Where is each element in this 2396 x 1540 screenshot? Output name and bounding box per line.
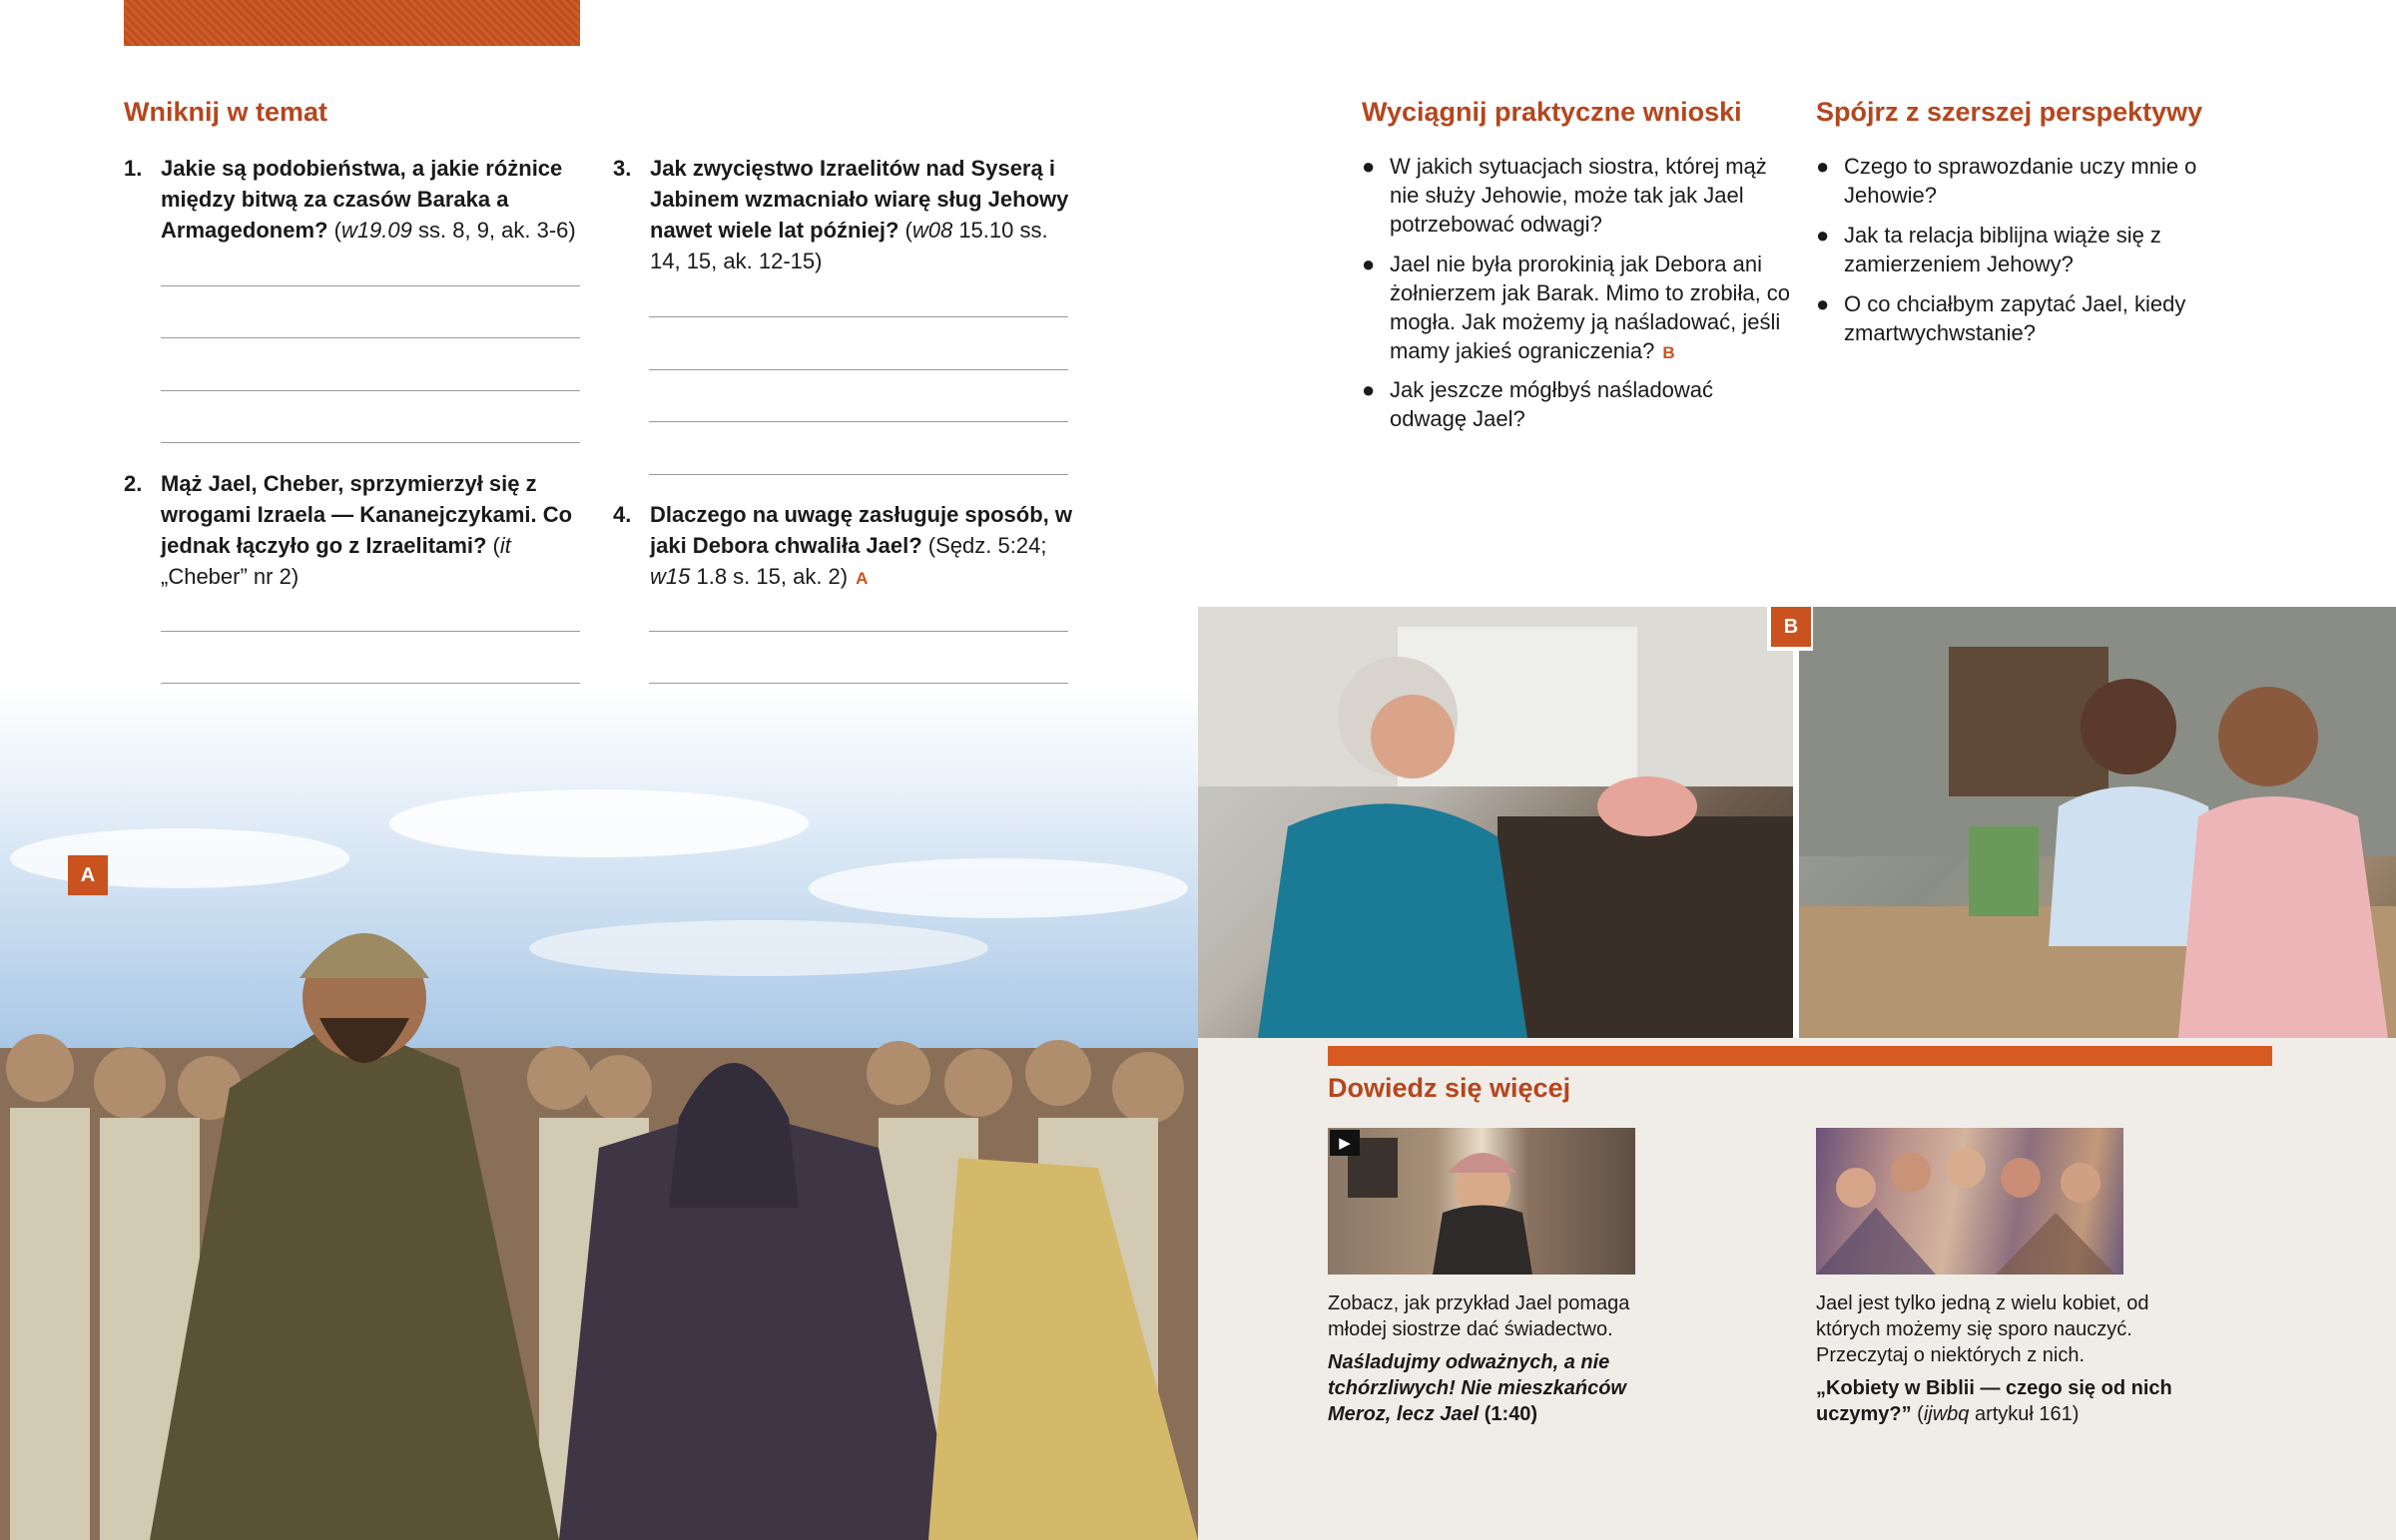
bullet-icon: ● — [1362, 154, 1376, 179]
answer-line — [649, 316, 1068, 317]
bullet-icon: ● — [1816, 291, 1830, 316]
question-3: 3. Jak zwycięstwo Izraelitów nad Syserą i Jabinem wzmacniało wiarę sług Jehowy nawet wiele lat później? (w08 15.10 ss. 14, 15, ak. 12-15) — [613, 156, 1069, 273]
bullet-icon: ● — [1816, 154, 1830, 179]
answer-line — [161, 442, 580, 443]
photo-scene-icon — [1198, 607, 1793, 1038]
question-text: Mąż Jael, Cheber, sprzymierzył się z wrogami Izraela — Kananejczykami. Co jednak łączyło go z Izraelitami? — [161, 471, 573, 558]
answer-line — [649, 369, 1068, 370]
image-badge-a: A — [68, 855, 108, 895]
list-item: ● W jakich sytuacjach siostra, której mąż nie służy Jehowie, może tak jak Jael potrzebować odwagi? — [1362, 154, 1767, 237]
answer-line — [161, 683, 580, 684]
photo-elderly-sister-writing — [1198, 607, 1793, 1038]
section-heading-learn-more: Dowiedz się więcej — [1328, 1073, 1571, 1103]
video-thumbnail[interactable] — [1328, 1128, 1635, 1275]
question-text: Jak zwycięstwo Izraelitów nad Syserą i Jabinem wzmacniało wiarę sług Jehowy nawet wiele lat później? — [650, 156, 1069, 243]
section-heading-study: Wniknij w temat — [124, 97, 328, 127]
question-text: Jakie są podobieństwa, a jakie różnice między bitwą za czasów Baraka a Armagedonem? — [161, 156, 563, 243]
question-1: 1. Jakie są podobieństwa, a jakie różnice między bitwą za czasów Baraka a Armagedonem? (w19.09 ss. 8, 9, ak. 3-6) — [124, 153, 583, 246]
image-tag-b: B — [1662, 343, 1675, 362]
reference-link[interactable]: w08 — [911, 218, 953, 243]
answer-line — [649, 683, 1068, 684]
illustration-celebration — [0, 689, 1198, 1540]
video-title-link[interactable]: Naśladujmy odważnych, a nie tchórzliwych! Nie mieszkańców Meroz, lecz Jael (1:40) — [1328, 1351, 1626, 1425]
image-tag-a: A — [856, 569, 869, 588]
section-heading-practical: Wyciągnij praktyczne wnioski — [1362, 97, 1742, 127]
play-icon[interactable]: ▶ — [1330, 1130, 1360, 1156]
question-text: Dlaczego na uwagę zasługuje sposób, w jaki Debora chwaliła Jael? — [650, 502, 1072, 558]
photo-scene-icon — [1799, 607, 2396, 1038]
bullet-icon: ● — [1362, 252, 1376, 276]
photo-couple-with-tract — [1799, 607, 2396, 1038]
answer-line — [161, 390, 580, 391]
learn-more-panel — [1198, 1038, 2396, 1540]
answer-line — [649, 474, 1068, 475]
list-item: ● Jak jeszcze mógłbyś naśladować odwagę Jael? — [1362, 377, 1714, 431]
reference-link[interactable]: it — [499, 533, 511, 558]
section-heading-perspective: Spójrz z szerszej perspektywy — [1816, 97, 2203, 127]
question-2: 2. Mąż Jael, Cheber, sprzymierzył się z wrogami Izraela — Kananejczykami. Co jednak łączyło go z Izraelitami? (it „Cheber” nr 2) — [124, 471, 573, 589]
reference-link[interactable]: w19.09 — [340, 218, 412, 243]
article-title-link[interactable]: „Kobiety w Biblii — czego się od nich uczymy?” (ijwbq artykuł 161) — [1816, 1377, 2172, 1425]
list-item: ● O co chciałbym zapytać Jael, kiedy zmartwychwstanie? — [1816, 291, 2186, 345]
question-4: 4. Dlaczego na uwagę zasługuje sposób, w jaki Debora chwaliła Jael? (Sędz. 5:24; w15 1.8 s. 15, ak. 2) A — [613, 499, 1072, 594]
video-scene-icon — [1328, 1128, 1635, 1275]
answer-line — [649, 631, 1068, 632]
image-badge-b: B — [1771, 607, 1811, 647]
article-thumbnail[interactable] — [1816, 1128, 2123, 1275]
answer-line — [161, 631, 580, 632]
learn-more-bar — [1328, 1046, 2272, 1066]
answer-line — [649, 421, 1068, 422]
list-item: ● Jak ta relacja biblijna wiąże się z zamierzeniem Jehowy? — [1816, 223, 2161, 276]
list-item: ● Jael nie była prorokinią jak Debora ani żołnierzem jak Barak. Mimo to zrobiła, co mogła. Jak możemy ją naśladować, jeśli mamy jakieś ograniczenia? B — [1362, 250, 1791, 367]
answer-line — [161, 337, 580, 338]
answer-line — [161, 285, 580, 286]
bullet-icon: ● — [1816, 223, 1830, 248]
list-item: ● Czego to sprawozdanie uczy mnie o Jehowie? — [1816, 154, 2197, 208]
decorative-orange-strip — [124, 0, 580, 46]
bullet-icon: ● — [1362, 377, 1376, 402]
video-description: Zobacz, jak przykład Jael pomaga młodej siostrze dać świadectwo. — [1328, 1292, 1630, 1340]
question-number: 1. — [124, 156, 143, 181]
article-description: Jael jest tylko jedną z wielu kobiet, od których możemy się sporo nauczyć. Przeczytaj o niektórych z nich. — [1816, 1292, 2149, 1366]
article-collage-icon — [1816, 1128, 2123, 1275]
reference-link[interactable]: w15 — [650, 564, 691, 589]
celebration-scene-icon — [0, 689, 1198, 1540]
